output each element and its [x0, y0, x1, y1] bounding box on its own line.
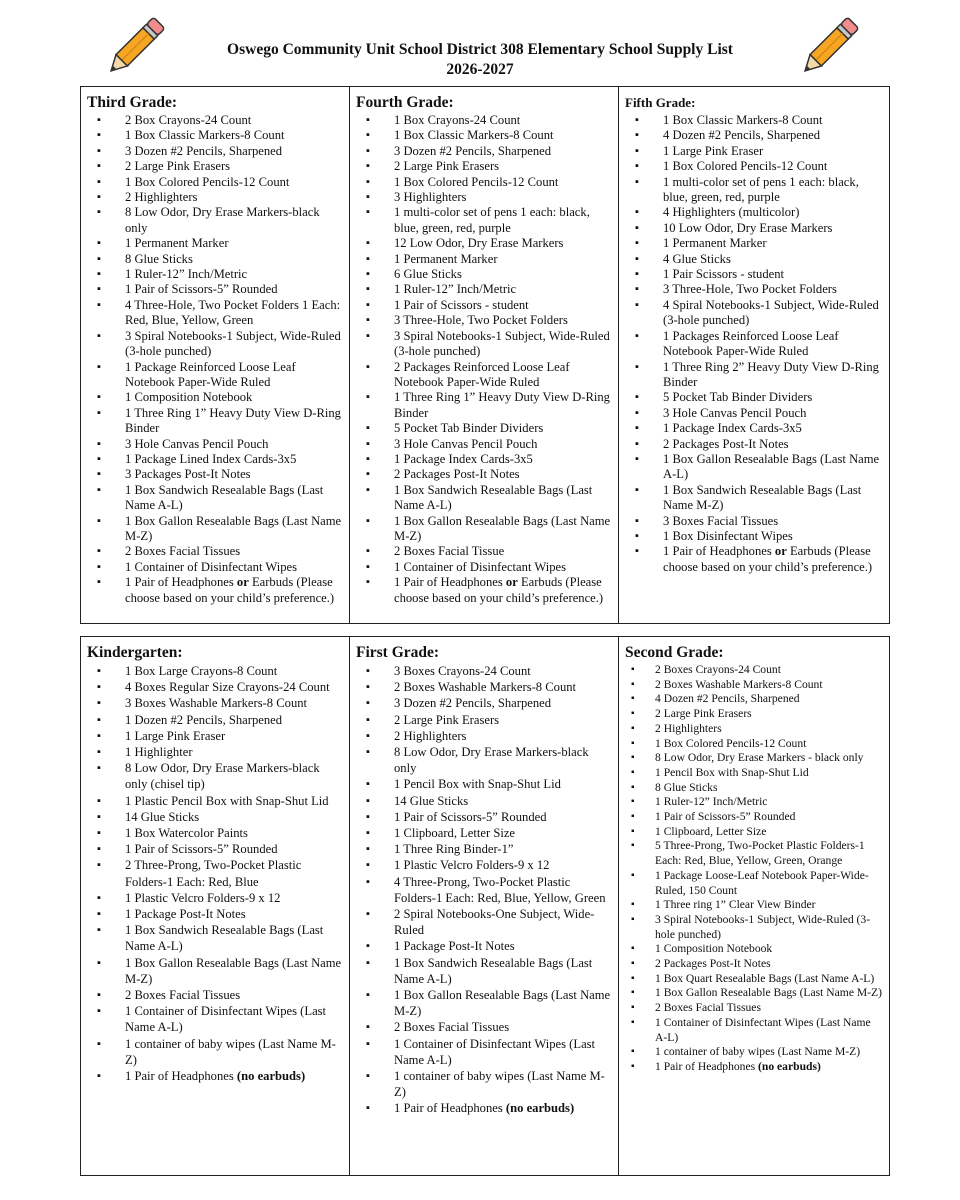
supply-item: ▪ 1 Package Lined Index Cards-3x5: [81, 452, 349, 467]
supply-item-headphones: [619, 1060, 888, 1075]
supply-item: ▪ 1 Plastic Pencil Box with Snap-Shut Lid: [81, 793, 349, 809]
item-emphasis: or: [236, 575, 249, 590]
supply-item: ▪ 2 Three-Prong, Two-Pocket Plastic Folders-1 Each: Red, Blue: [81, 857, 349, 889]
supply-item: ▪ 2 Boxes Facial Tissues: [81, 987, 349, 1003]
supply-item: ▪ 8 Low Odor, Dry Erase Markers - black only: [619, 751, 888, 766]
supply-item: ▪ 2 Highlighters: [619, 722, 888, 737]
third-grade-column: [81, 87, 350, 623]
supply-item: ▪ 1 Plastic Velcro Folders-9 x 12: [81, 890, 349, 906]
supply-item: ▪ 2 Large Pink Erasers: [350, 159, 618, 174]
supply-item: ▪ 1 Box Quart Resealable Bags (Last Name A-L): [619, 972, 888, 987]
supply-item: ▪ 1 Pair of Scissors-5” Rounded: [350, 809, 618, 825]
grade-title: Fifth Grade:: [625, 95, 696, 110]
supply-item: ▪ 1 Box Gallon Resealable Bags (Last Name M-Z): [619, 986, 888, 1001]
second-grade-column: [619, 637, 888, 1175]
supply-item: ▪ 1 Box Colored Pencils-12 Count: [350, 175, 618, 190]
supply-item: ▪ 1 Box Sandwich Resealable Bags (Last Name M-Z): [619, 483, 888, 514]
supply-item: ▪ 1 container of baby wipes (Last Name M-Z): [619, 1045, 888, 1060]
supply-item: ▪ 4 Highlighters (multicolor): [619, 205, 888, 220]
supply-item: ▪ 1 Three Ring Binder-1”: [350, 841, 618, 857]
supply-item: ▪ 1 Container of Disinfectant Wipes: [81, 560, 349, 575]
lower-grades-table: [80, 636, 890, 1176]
supply-item: ▪ 3 Dozen #2 Pencils, Sharpened: [350, 144, 618, 159]
item-emphasis: or: [774, 544, 787, 559]
supply-item: ▪ 3 Spiral Notebooks-1 Subject, Wide-Ruled (3-hole punched): [619, 913, 888, 942]
supply-item: ▪ 3 Hole Canvas Pencil Pouch: [350, 437, 618, 452]
item-emphasis: (no earbuds): [236, 1069, 306, 1084]
supply-item: ▪ 1 Box Colored Pencils-12 Count: [619, 159, 888, 174]
supply-item: ▪ 2 Boxes Facial Tissues: [619, 1001, 888, 1016]
supply-item-headphones: [619, 544, 888, 575]
item-text: 1 Pair of Headphones: [655, 1059, 759, 1073]
grade-title: First Grade:: [356, 644, 440, 661]
supply-item: ▪ 1 Dozen #2 Pencils, Sharpened: [81, 712, 349, 728]
supply-item: ▪ 1 container of baby wipes (Last Name M-Z): [350, 1068, 618, 1100]
supply-item: ▪ 1 Ruler-12” Inch/Metric: [350, 282, 618, 297]
supply-item: ▪ 2 Large Pink Erasers: [619, 707, 888, 722]
supply-item: ▪ 2 Packages Post-It Notes: [350, 467, 618, 482]
supply-item: ▪ 1 Box Gallon Resealable Bags (Last Name M-Z): [350, 514, 618, 545]
supply-item: ▪ 1 Pair of Scissors - student: [350, 298, 618, 313]
supply-item: ▪ 1 Permanent Marker: [619, 236, 888, 251]
supply-list: [619, 663, 888, 1075]
supply-item: ▪ 2 Highlighters: [81, 190, 349, 205]
document-title: Oswego Community Unit School District 308 Elementary School Supply List: [227, 41, 733, 58]
grade-title: Fourth Grade:: [356, 94, 454, 111]
supply-item: ▪ 1 Container of Disinfectant Wipes (Last Name A-L): [350, 1036, 618, 1068]
supply-list: [350, 663, 618, 1117]
supply-item: ▪ 2 Packages Post-It Notes: [619, 957, 888, 972]
supply-item: ▪ 1 Box Crayons-24 Count: [350, 113, 618, 128]
supply-item: ▪ 1 Pair of Scissors-5” Rounded: [81, 282, 349, 297]
supply-item: ▪ 1 Pair of Scissors-5” Rounded: [81, 841, 349, 857]
supply-item: ▪ 1 Container of Disinfectant Wipes (Last Name A-L): [619, 1016, 888, 1045]
supply-item: ▪ 1 Large Pink Eraser: [619, 144, 888, 159]
supply-item: ▪ 1 multi-color set of pens 1 each: black, blue, green, red, purple: [350, 205, 618, 236]
kindergarten-column: [81, 637, 350, 1175]
supply-item: ▪ 3 Hole Canvas Pencil Pouch: [81, 437, 349, 452]
supply-item: ▪ 3 Boxes Crayons-24 Count: [350, 663, 618, 679]
supply-item: ▪ 2 Boxes Facial Tissues: [350, 1019, 618, 1035]
grade-title: Third Grade:: [87, 94, 177, 111]
supply-item: ▪ 10 Low Odor, Dry Erase Markers: [619, 221, 888, 236]
supply-item: ▪ 1 Box Sandwich Resealable Bags (Last Name A-L): [81, 922, 349, 954]
supply-item: ▪ 1 Ruler-12” Inch/Metric: [81, 267, 349, 282]
supply-item: ▪ 3 Highlighters: [350, 190, 618, 205]
supply-item: ▪ 1 Highlighter: [81, 744, 349, 760]
item-emphasis: (no earbuds): [505, 1101, 575, 1116]
supply-item: ▪ 2 Large Pink Erasers: [350, 712, 618, 728]
supply-item: ▪ 1 Box Sandwich Resealable Bags (Last Name A-L): [81, 483, 349, 514]
supply-item: ▪ 3 Spiral Notebooks-1 Subject, Wide-Ruled (3-hole punched): [350, 329, 618, 360]
supply-item: ▪ 1 Box Gallon Resealable Bags (Last Name M-Z): [81, 514, 349, 545]
item-text: 1 Pair of Headphones: [125, 575, 237, 590]
supply-item: ▪ 8 Low Odor, Dry Erase Markers-black only: [81, 205, 349, 236]
supply-item: ▪ 8 Low Odor, Dry Erase Markers-black only (chisel tip): [81, 760, 349, 792]
supply-item: ▪ 1 Composition Notebook: [619, 942, 888, 957]
supply-item: ▪ 1 Ruler-12” Inch/Metric: [619, 795, 888, 810]
supply-item: ▪ 1 container of baby wipes (Last Name M-Z): [81, 1036, 349, 1068]
item-emphasis: or: [505, 575, 518, 590]
first-grade-column: [350, 637, 619, 1175]
supply-item: ▪ 3 Packages Post-It Notes: [81, 467, 349, 482]
supply-item: ▪ 4 Dozen #2 Pencils, Sharpened: [619, 128, 888, 143]
supply-item: ▪ 4 Dozen #2 Pencils, Sharpened: [619, 692, 888, 707]
supply-item: ▪ 6 Glue Sticks: [350, 267, 618, 282]
supply-item: ▪ 1 Clipboard, Letter Size: [350, 825, 618, 841]
supply-item: ▪ 4 Spiral Notebooks-1 Subject, Wide-Ruled (3-hole punched): [619, 298, 888, 329]
supply-item: ▪ 1 Box Classic Markers-8 Count: [81, 128, 349, 143]
supply-list: [81, 663, 349, 1084]
supply-item: ▪ 3 Dozen #2 Pencils, Sharpened: [81, 144, 349, 159]
supply-item: ▪ 1 Box Sandwich Resealable Bags (Last Name A-L): [350, 483, 618, 514]
supply-list: [350, 113, 618, 606]
supply-item: ▪ 5 Pocket Tab Binder Dividers: [619, 390, 888, 405]
supply-item-headphones: [81, 575, 349, 606]
supply-item: ▪ 1 Box Watercolor Paints: [81, 825, 349, 841]
item-emphasis: (no earbuds): [758, 1059, 821, 1073]
supply-item: ▪ 2 Large Pink Erasers: [81, 159, 349, 174]
supply-list: [81, 113, 349, 606]
supply-item: ▪ 1 Box Gallon Resealable Bags (Last Name M-Z): [350, 987, 618, 1019]
supply-item: ▪ 8 Glue Sticks: [81, 252, 349, 267]
supply-item: ▪ 3 Boxes Washable Markers-8 Count: [81, 695, 349, 711]
supply-item: ▪ 1 Container of Disinfectant Wipes: [350, 560, 618, 575]
supply-item: ▪ 1 Permanent Marker: [81, 236, 349, 251]
supply-item: ▪ 3 Three-Hole, Two Pocket Folders: [350, 313, 618, 328]
supply-item: ▪ 1 Composition Notebook: [81, 390, 349, 405]
supply-item: ▪ 1 Pencil Box with Snap-Shut Lid: [619, 766, 888, 781]
document-header: [0, 40, 960, 80]
item-text: Earbuds (Please choose based on your child’s preference.): [125, 575, 335, 605]
supply-item: ▪ 3 Spiral Notebooks-1 Subject, Wide-Ruled (3-hole punched): [81, 329, 349, 360]
supply-item: ▪ 1 Clipboard, Letter Size: [619, 825, 888, 840]
supply-item: ▪ 1 Three Ring 2” Heavy Duty View D-Ring Binder: [619, 360, 888, 391]
supply-item: ▪ 1 Box Sandwich Resealable Bags (Last Name A-L): [350, 955, 618, 987]
supply-item: ▪ 2 Box Crayons-24 Count: [81, 113, 349, 128]
supply-item: ▪ 1 Box Classic Markers-8 Count: [619, 113, 888, 128]
supply-item: ▪ 1 Package Loose-Leaf Notebook Paper-Wide-Ruled, 150 Count: [619, 869, 888, 898]
supply-item: ▪ 2 Boxes Facial Tissue: [350, 544, 618, 559]
supply-item: ▪ 1 multi-color set of pens 1 each: black, blue, green, red, purple: [619, 175, 888, 206]
supply-item: ▪ 1 Box Colored Pencils-12 Count: [81, 175, 349, 190]
item-text: 1 Pair of Headphones: [394, 575, 506, 590]
supply-item-headphones: [350, 1100, 618, 1116]
supply-item: ▪ 1 Package Reinforced Loose Leaf Notebook Paper-Wide Ruled: [81, 360, 349, 391]
supply-item: ▪ 1 Box Gallon Resealable Bags (Last Name A-L): [619, 452, 888, 483]
supply-item: ▪ 1 Box Large Crayons-8 Count: [81, 663, 349, 679]
supply-item: ▪ 1 Package Index Cards-3x5: [350, 452, 618, 467]
supply-item: ▪ 1 Package Post-It Notes: [350, 938, 618, 954]
supply-item: ▪ 3 Boxes Facial Tissues: [619, 514, 888, 529]
supply-item: ▪ 1 Three ring 1” Clear View Binder: [619, 898, 888, 913]
supply-item: ▪ 4 Three-Hole, Two Pocket Folders 1 Each: Red, Blue, Yellow, Green: [81, 298, 349, 329]
supply-item: ▪ 1 Box Colored Pencils-12 Count: [619, 737, 888, 752]
item-text: 1 Pair of Headphones: [125, 1069, 237, 1084]
supply-item: ▪ 1 Box Gallon Resealable Bags (Last Name M-Z): [81, 955, 349, 987]
supply-item: ▪ 8 Glue Sticks: [619, 781, 888, 796]
supply-item: ▪ 1 Three Ring 1” Heavy Duty View D-Ring Binder: [350, 390, 618, 421]
supply-item: ▪ 1 Three Ring 1” Heavy Duty View D-Ring Binder: [81, 406, 349, 437]
supply-item: ▪ 1 Pair of Scissors-5” Rounded: [619, 810, 888, 825]
supply-item: ▪ 12 Low Odor, Dry Erase Markers: [350, 236, 618, 251]
supply-item: ▪ 1 Permanent Marker: [350, 252, 618, 267]
item-text: Earbuds (Please choose based on your child’s preference.): [394, 575, 604, 605]
fifth-grade-column: [619, 87, 888, 623]
supply-item: ▪ 1 Container of Disinfectant Wipes (Last Name A-L): [81, 1003, 349, 1035]
upper-grades-table: [80, 86, 890, 624]
supply-item: ▪ 2 Packages Reinforced Loose Leaf Notebook Paper-Wide Ruled: [350, 360, 618, 391]
item-text: 1 Pair of Headphones: [663, 544, 775, 559]
supply-item: ▪ 1 Package Post-It Notes: [81, 906, 349, 922]
supply-item: ▪ 8 Low Odor, Dry Erase Markers-black only: [350, 744, 618, 776]
supply-item-headphones: [81, 1068, 349, 1084]
supply-item: ▪ 1 Package Index Cards-3x5: [619, 421, 888, 436]
supply-item: ▪ 4 Glue Sticks: [619, 252, 888, 267]
supply-item: ▪ 14 Glue Sticks: [350, 793, 618, 809]
grade-title: Second Grade:: [625, 644, 724, 661]
supply-item: ▪ 5 Pocket Tab Binder Dividers: [350, 421, 618, 436]
supply-list: [619, 113, 888, 575]
supply-item: ▪ 4 Three-Prong, Two-Pocket Plastic Folders-1 Each: Red, Blue, Yellow, Green: [350, 874, 618, 906]
supply-item: ▪ 14 Glue Sticks: [81, 809, 349, 825]
supply-item: ▪ 1 Box Disinfectant Wipes: [619, 529, 888, 544]
supply-item: ▪ 1 Packages Reinforced Loose Leaf Notebook Paper-Wide Ruled: [619, 329, 888, 360]
fourth-grade-column: [350, 87, 619, 623]
supply-item: ▪ 3 Hole Canvas Pencil Pouch: [619, 406, 888, 421]
supply-item: ▪ 2 Packages Post-It Notes: [619, 437, 888, 452]
supply-item: ▪ 1 Large Pink Eraser: [81, 728, 349, 744]
supply-item: ▪ 2 Boxes Washable Markers-8 Count: [350, 679, 618, 695]
supply-item: ▪ 2 Highlighters: [350, 728, 618, 744]
supply-item: ▪ 2 Spiral Notebooks-One Subject, Wide-Ruled: [350, 906, 618, 938]
supply-item: ▪ 1 Plastic Velcro Folders-9 x 12: [350, 857, 618, 873]
supply-item: ▪ 2 Boxes Crayons-24 Count: [619, 663, 888, 678]
supply-item: ▪ 1 Pair Scissors - student: [619, 267, 888, 282]
supply-item: ▪ 3 Three-Hole, Two Pocket Folders: [619, 282, 888, 297]
supply-item-headphones: [350, 575, 618, 606]
supply-item: ▪ 3 Dozen #2 Pencils, Sharpened: [350, 695, 618, 711]
supply-item: ▪ 2 Boxes Facial Tissues: [81, 544, 349, 559]
supply-item: ▪ 1 Box Classic Markers-8 Count: [350, 128, 618, 143]
supply-item: ▪ 2 Boxes Washable Markers-8 Count: [619, 678, 888, 693]
grade-title: Kindergarten:: [87, 644, 183, 661]
item-text: Earbuds (Please choose based on your child’s preference.): [663, 544, 873, 574]
supply-item: ▪ 1 Pencil Box with Snap-Shut Lid: [350, 776, 618, 792]
item-text: 1 Pair of Headphones: [394, 1101, 506, 1116]
supply-item: ▪ 5 Three-Prong, Two-Pocket Plastic Folders-1 Each: Red, Blue, Yellow, Green, Orange: [619, 839, 888, 868]
school-year: 2026-2027: [446, 61, 514, 78]
supply-item: ▪ 4 Boxes Regular Size Crayons-24 Count: [81, 679, 349, 695]
